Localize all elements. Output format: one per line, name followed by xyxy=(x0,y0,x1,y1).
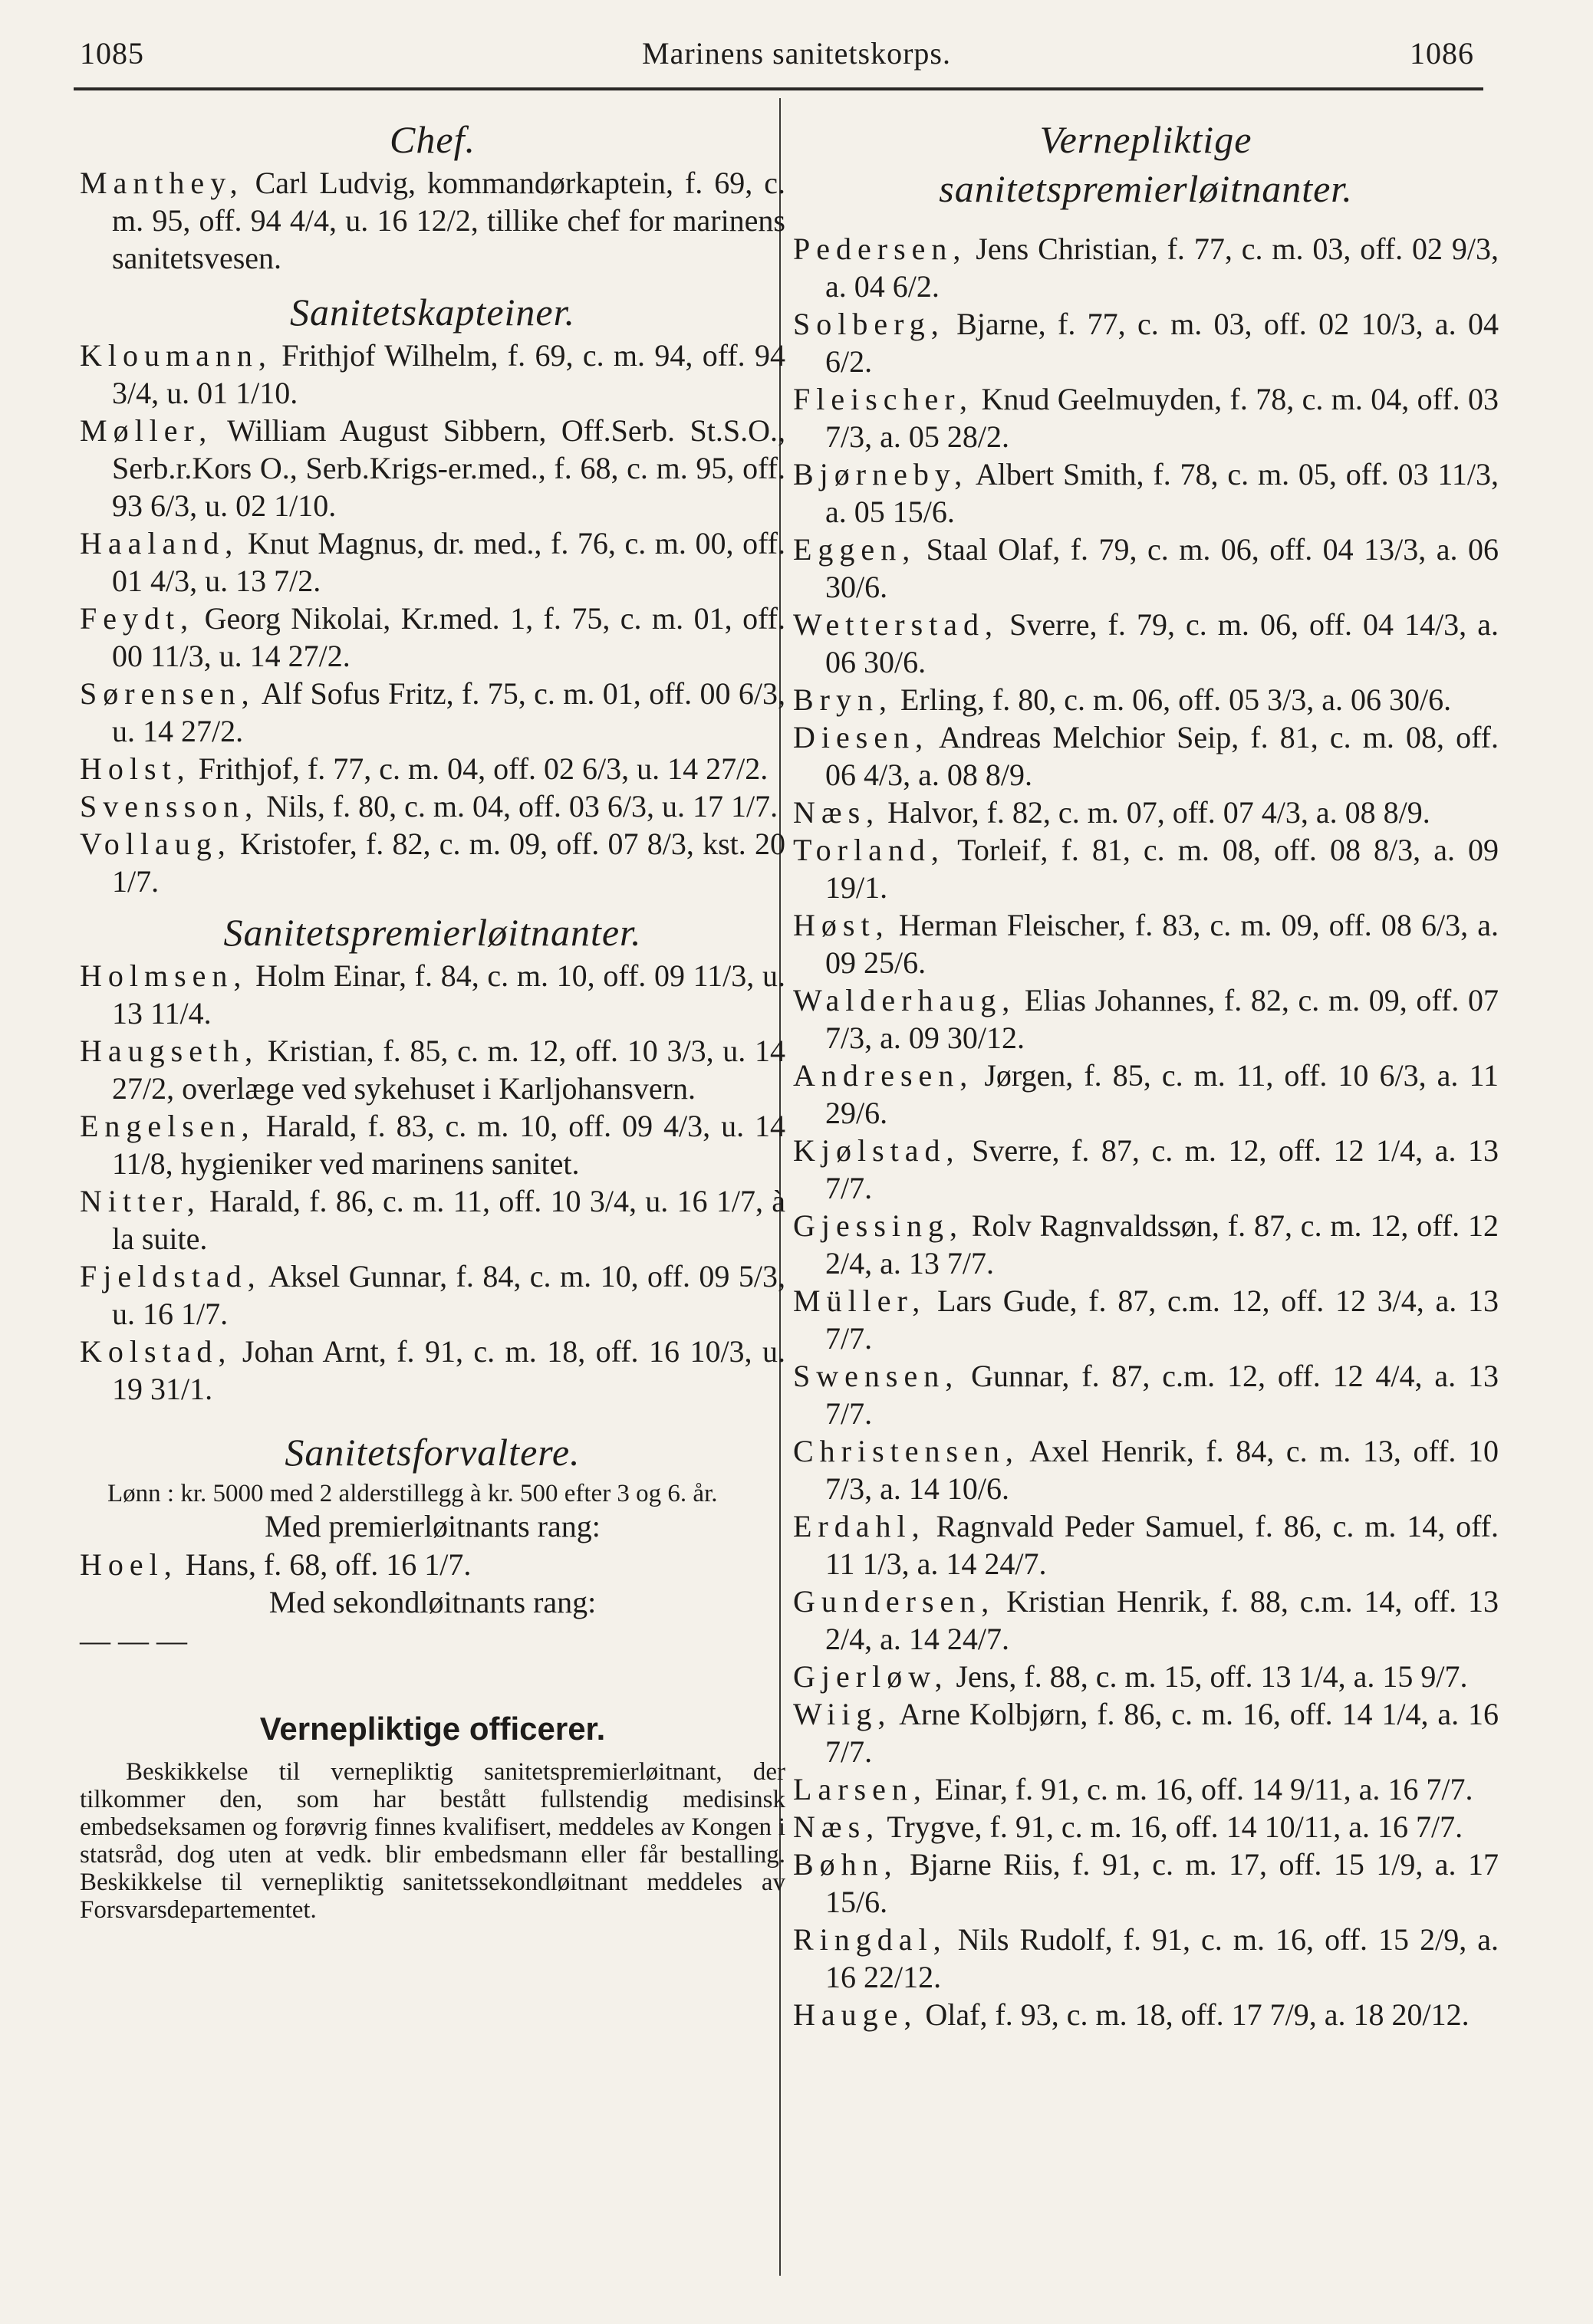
entry-details: Holm Einar, f. 84, c. m. 10, off. 09 11/3, u. 13 11/4. xyxy=(112,958,785,1031)
entry-surname: Bjørneby, xyxy=(793,457,969,491)
entry-surname: Kloumann, xyxy=(80,338,272,373)
roster-entry xyxy=(80,675,785,750)
entry-details: Staal Olaf, f. 79, c. m. 06, off. 04 13/3, a. 06 30/6. xyxy=(825,532,1499,604)
roster-entry xyxy=(793,1207,1499,1282)
premier-list xyxy=(80,957,785,1408)
roster-entry xyxy=(793,1132,1499,1207)
section-title-chef: Chef. xyxy=(390,118,476,161)
roster-entry xyxy=(793,606,1499,681)
entry-details: Johan Arnt, f. 91, c. m. 18, off. 16 10/3, u. 19 31/1. xyxy=(112,1334,786,1406)
roster-entry xyxy=(793,380,1499,455)
entry-surname: Svensson, xyxy=(80,789,259,823)
roster-entry xyxy=(793,981,1499,1057)
entry-details: Lars Gude, f. 87, c.m. 12, off. 12 3/4, a. 13 7/7. xyxy=(825,1284,1499,1356)
entry-details: Bjarne, f. 77, c. m. 03, off. 02 10/3, a. 04 6/2. xyxy=(825,307,1499,379)
roster-entry xyxy=(793,1507,1499,1583)
section-title-kapteiner: Sanitetskapteiner. xyxy=(289,291,576,334)
roster-entry xyxy=(793,305,1499,380)
entry-details: Knud Geelmuyden, f. 78, c. m. 04, off. 03 7/3, a. 05 28/2. xyxy=(825,382,1499,454)
entry-details: Erling, f. 80, c. m. 06, off. 05 3/3, a. 06 30/6. xyxy=(900,682,1452,717)
entry-details: Nils Rudolf, f. 91, c. m. 16, off. 15 2/9, a. 16 22/12. xyxy=(825,1922,1499,1994)
running-title: Marinens sanitetskorps. xyxy=(642,36,951,71)
entry-surname: Manthey, xyxy=(80,166,244,200)
entry-surname: Haugseth, xyxy=(80,1034,259,1068)
roster-entry xyxy=(80,600,785,675)
roster-entry xyxy=(793,531,1499,606)
roster-entry xyxy=(793,794,1499,831)
roster-entry xyxy=(793,1921,1499,1996)
entry-surname: Swensen, xyxy=(793,1359,959,1393)
entry-surname: Gjessing, xyxy=(793,1208,963,1243)
entry-surname: Høst, xyxy=(793,908,890,942)
roster-entry xyxy=(793,1808,1499,1846)
entry-details: Einar, f. 91, c. m. 16, off. 14 9/11, a. 16 7/7. xyxy=(934,1772,1473,1806)
empty-dashes: — — — xyxy=(80,1623,187,1658)
entry-surname: Solberg, xyxy=(793,307,945,341)
entry-surname: Feydt, xyxy=(80,601,195,636)
salary-note: Lønn : kr. 5000 med 2 alderstillegg à kr. 500 efter 3 og 6. år. xyxy=(107,1480,718,1507)
entry-details: Aksel Gunnar, f. 84, c. m. 10, off. 09 5/3, u. 16 1/7. xyxy=(112,1259,785,1331)
roster-entry xyxy=(793,1282,1499,1357)
entry-details: Sverre, f. 79, c. m. 06, off. 04 14/3, a. 06 30/6. xyxy=(825,607,1499,679)
roster-entry xyxy=(80,164,785,277)
entry-surname: Gundersen, xyxy=(793,1584,996,1619)
entry-surname: Gjerløw, xyxy=(793,1659,949,1694)
entry-surname: Engelsen, xyxy=(80,1109,255,1143)
roster-entry xyxy=(80,524,785,600)
entry-details: Harald, f. 83, c. m. 10, off. 09 4/3, u. 14 11/8, hygieniker ved marinens sanitet. xyxy=(112,1109,786,1181)
roster-entry xyxy=(793,1846,1499,1921)
entry-surname: Holst, xyxy=(80,751,191,786)
roster-entry xyxy=(793,1996,1499,2033)
entry-surname: Møller, xyxy=(80,413,213,448)
entry-surname: Wiig, xyxy=(793,1697,892,1731)
entry-details: Frithjof, f. 77, c. m. 04, off. 02 6/3, u. 14 27/2. xyxy=(198,751,769,786)
roster-entry xyxy=(793,1357,1499,1432)
roster-entry xyxy=(793,455,1499,531)
entry-details: Albert Smith, f. 78, c. m. 05, off. 03 11/3, a. 05 15/6. xyxy=(825,457,1499,529)
roster-entry xyxy=(80,1333,785,1408)
entry-details: Halvor, f. 82, c. m. 07, off. 07 4/3, a. 08 8/9. xyxy=(887,795,1430,830)
roster-entry xyxy=(80,787,785,825)
entry-surname: Hoel, xyxy=(80,1547,178,1582)
entry-surname: Bryn, xyxy=(793,682,893,717)
roster-entry xyxy=(793,1432,1499,1507)
entry-surname: Wetterstad, xyxy=(793,607,999,642)
entry-details: Olaf, f. 93, c. m. 18, off. 17 7/9, a. 18 20/12. xyxy=(925,1997,1470,2032)
entry-surname: Ringdal, xyxy=(793,1922,947,1957)
entry-surname: Erdahl, xyxy=(793,1509,926,1543)
entry-details: Harald, f. 86, c. m. 11, off. 10 3/4, u. 16 1/7, à la suite. xyxy=(112,1184,785,1256)
roster-entry xyxy=(793,1658,1499,1695)
roster-entry xyxy=(793,718,1499,794)
page-number-right: 1086 xyxy=(1410,36,1474,71)
entry-surname: Christensen, xyxy=(793,1434,1019,1468)
entry-details: Carl Ludvig, kommandørkaptein, f. 69, c. m. 95, off. 94 4/4, u. 16 12/2, tillike chef for marinens sanitetsvesen. xyxy=(112,166,785,275)
entry-details: Arne Kolbjørn, f. 86, c. m. 16, off. 14 1/4, a. 16 7/7. xyxy=(825,1697,1499,1769)
chef-list xyxy=(80,164,785,277)
entry-details: William August Sibbern, Off.Serb. St.S.O., Serb.r.Kors O., Serb.Krigs-er.med., f. 68, c. m. 95, off. 93 6/3, u. 02 1/10. xyxy=(112,413,785,523)
entry-details: Bjarne Riis, f. 91, c. m. 17, off. 15 1/9, a. 17 15/6. xyxy=(825,1847,1499,1919)
entry-surname: Torland, xyxy=(793,833,945,867)
entry-details: Andreas Melchior Seip, f. 81, c. m. 08, off. 06 4/3, a. 08 8/9. xyxy=(825,720,1499,792)
roster-entry xyxy=(80,825,785,900)
entry-surname: Müller, xyxy=(793,1284,927,1318)
roster-entry xyxy=(80,957,785,1032)
entry-details: Knut Magnus, dr. med., f. 76, c. m. 00, off. 01 4/3, u. 13 7/2. xyxy=(112,526,785,598)
entry-surname: Sørensen, xyxy=(80,676,255,711)
roster-entry xyxy=(80,1546,785,1583)
entry-details: Sverre, f. 87, c. m. 12, off. 12 1/4, a. 13 7/7. xyxy=(825,1133,1499,1205)
entry-surname: Næs, xyxy=(793,795,880,830)
roster-entry xyxy=(80,1182,785,1257)
page-number-left: 1085 xyxy=(80,36,144,71)
roster-entry xyxy=(80,750,785,787)
entry-surname: Fleischer, xyxy=(793,382,974,416)
roster-entry xyxy=(793,1583,1499,1658)
entry-details: Frithjof Wilhelm, f. 69, c. m. 94, off. 94 3/4, u. 01 1/10. xyxy=(112,338,786,410)
entry-surname: Fjeldstad, xyxy=(80,1259,262,1293)
entry-surname: Hauge, xyxy=(793,1997,918,2032)
entry-details: Herman Fleischer, f. 83, c. m. 09, off. 08 6/3, a. 09 25/6. xyxy=(825,908,1499,980)
entry-details: Elias Johannes, f. 82, c. m. 09, off. 07 7/3, a. 09 30/12. xyxy=(825,983,1499,1055)
entry-details: Kristian, f. 85, c. m. 12, off. 10 3/3, u. 14 27/2, overlæge ved sykehuset i Karljohansvern. xyxy=(112,1034,785,1106)
entry-details: Jens, f. 88, c. m. 15, off. 13 1/4, a. 15 9/7. xyxy=(956,1659,1468,1694)
entry-surname: Kjølstad, xyxy=(793,1133,960,1168)
entry-surname: Vollaug, xyxy=(80,827,232,861)
roster-entry xyxy=(793,831,1499,906)
vernepliktige-list xyxy=(793,230,1499,2033)
entry-details: Jørgen, f. 85, c. m. 11, off. 10 6/3, a. 11 29/6. xyxy=(825,1058,1499,1130)
roster-entry xyxy=(80,412,785,524)
left-column xyxy=(80,115,785,1924)
entry-details: Nils, f. 80, c. m. 04, off. 03 6/3, u. 17 1/7. xyxy=(266,789,778,823)
entry-surname: Holmsen, xyxy=(80,958,248,993)
entry-surname: Kolstad, xyxy=(80,1334,232,1369)
entry-surname: Larsen, xyxy=(793,1772,927,1806)
section-title-premierloitnanter: Sanitetspremierløitnanter. xyxy=(223,911,642,954)
rank-sekond-label: Med sekondløitnants rang: xyxy=(268,1585,597,1619)
entry-surname: Eggen, xyxy=(793,532,917,567)
roster-entry xyxy=(793,1770,1499,1808)
section-title-vernepliktige-premierloitnanter: Vernepliktige sanitetspremierløitnanter. xyxy=(939,118,1353,210)
section-title-vernepliktige-officerer: Vernepliktige officerer. xyxy=(259,1711,606,1747)
section-title-forvaltere: Sanitetsforvaltere. xyxy=(285,1431,581,1474)
entry-surname: Haaland, xyxy=(80,526,239,560)
entry-surname: Diesen, xyxy=(793,720,930,754)
roster-entry xyxy=(80,1257,785,1333)
entry-surname: Walderhaug, xyxy=(793,983,1016,1017)
rank-premier-label: Med premierløitnants rang: xyxy=(265,1509,601,1543)
entry-details: Axel Henrik, f. 84, c. m. 13, off. 10 7/3, a. 14 10/6. xyxy=(825,1434,1499,1506)
roster-entry xyxy=(80,1107,785,1182)
entry-details: Georg Nikolai, Kr.med. 1, f. 75, c. m. 01, off. 00 11/3, u. 14 27/2. xyxy=(112,601,785,673)
entry-details: Rolv Ragnvaldssøn, f. 87, c. m. 12, off. 12 2/4, a. 13 7/7. xyxy=(825,1208,1499,1280)
kapteiner-list xyxy=(80,337,785,900)
entry-surname: Nitter, xyxy=(80,1184,201,1218)
entry-details: Torleif, f. 81, c. m. 08, off. 08 8/3, a. 09 19/1. xyxy=(825,833,1499,905)
right-column xyxy=(793,115,1499,2033)
entry-details: Gunnar, f. 87, c.m. 12, off. 12 4/4, a. 13 7/7. xyxy=(825,1359,1499,1431)
vernepliktige-officerer-text: Beskikkelse til vernepliktig sanitetspremierløitnant, der tilkommer den, som har bestått fullstendig medisinsk embedseksamen og forøvrig finnes kvalifisert, meddeles av Kongen i statsråd, dog uten at vedk. blir embedsmann eller får bestalling. Beskikkelse til vernepliktig sanitetssekondløitnant meddeles av Forsvarsdepartementet. xyxy=(80,1758,785,1924)
entry-surname: Pedersen, xyxy=(793,232,967,266)
roster-entry xyxy=(793,906,1499,981)
header-rule xyxy=(74,87,1483,90)
entry-details: Kristian Henrik, f. 88, c.m. 14, off. 13 2/4, a. 14 24/7. xyxy=(825,1584,1499,1656)
entry-surname: Andresen, xyxy=(793,1058,974,1093)
entry-details: Alf Sofus Fritz, f. 75, c. m. 01, off. 00 6/3, u. 14 27/2. xyxy=(112,676,786,748)
roster-entry xyxy=(793,1695,1499,1770)
entry-details: Jens Christian, f. 77, c. m. 03, off. 02 9/3, a. 04 6/2. xyxy=(825,232,1499,304)
roster-entry xyxy=(793,681,1499,718)
entry-details: Kristofer, f. 82, c. m. 09, off. 07 8/3, kst. 20 1/7. xyxy=(112,827,785,899)
roster-entry xyxy=(80,1032,785,1107)
roster-entry xyxy=(80,337,785,412)
entry-details: Trygve, f. 91, c. m. 16, off. 14 10/11, a. 16 7/7. xyxy=(887,1810,1463,1844)
roster-entry xyxy=(793,1057,1499,1132)
roster-entry xyxy=(793,230,1499,305)
forvalter-list xyxy=(80,1546,785,1583)
entry-surname: Bøhn, xyxy=(793,1847,898,1882)
entry-details: Ragnvald Peder Samuel, f. 86, c. m. 14, off. 11 1/3, a. 14 24/7. xyxy=(825,1509,1499,1581)
entry-details: Hans, f. 68, off. 16 1/7. xyxy=(185,1547,472,1582)
entry-surname: Næs, xyxy=(793,1810,880,1844)
